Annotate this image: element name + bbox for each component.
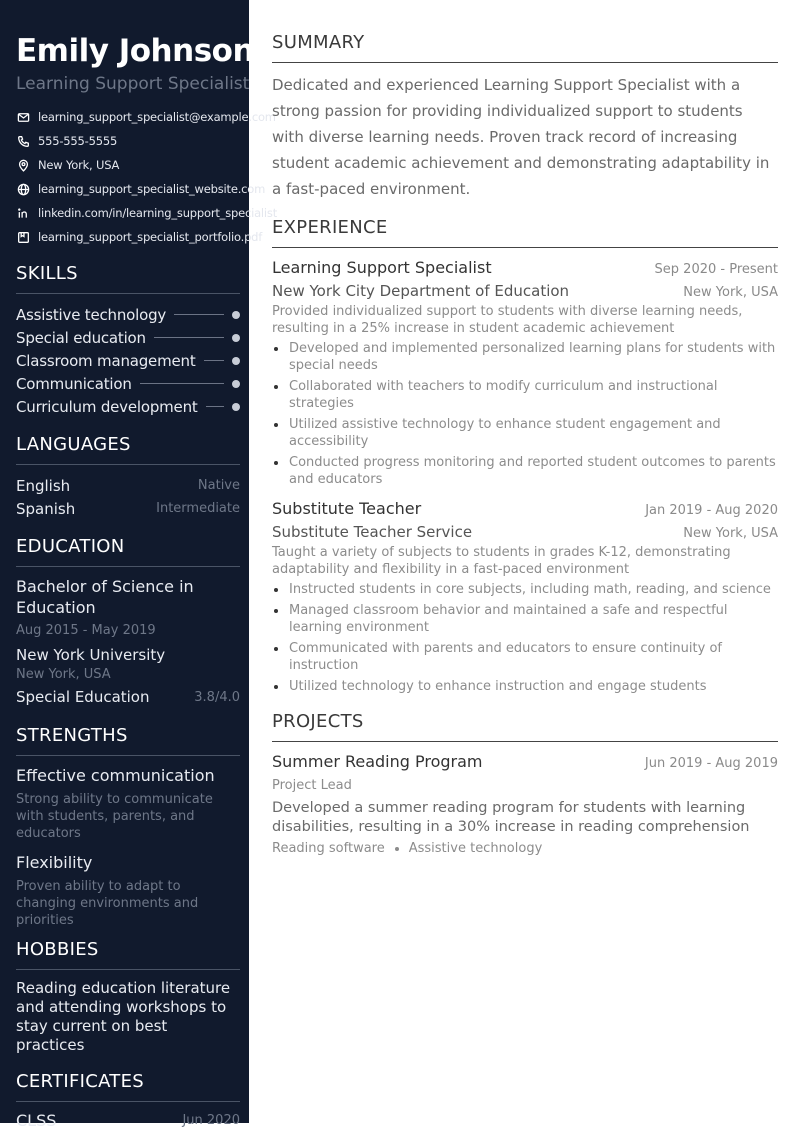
skill-line xyxy=(206,406,224,407)
skill-line xyxy=(140,383,224,384)
job-bullet: Conducted progress monitoring and reported student outcomes to parents and educators xyxy=(272,454,778,488)
job-title: Substitute Teacher xyxy=(272,499,422,518)
strength-item xyxy=(16,852,240,929)
summary-heading: SUMMARY xyxy=(272,32,778,63)
strengths-list xyxy=(16,765,240,929)
project-dates: Jun 2019 - Aug 2019 xyxy=(644,756,778,771)
education-dates: Aug 2015 - May 2019 xyxy=(16,623,156,638)
strengths-heading: STRENGTHS xyxy=(16,725,240,756)
job-bullet: Collaborated with teachers to modify curriculum and instructional strategies xyxy=(272,378,778,412)
education-gpa: 3.8/4.0 xyxy=(194,689,240,705)
contact-text: New York, USA xyxy=(38,158,120,172)
contact-portfolio[interactable] xyxy=(16,225,263,249)
skill-name: Assistive technology xyxy=(16,305,167,324)
portfolio-icon xyxy=(16,230,30,244)
strength-title: Flexibility xyxy=(16,853,93,872)
job-header xyxy=(272,498,778,520)
languages-list xyxy=(16,474,240,520)
job-bullet: Instructed students in core subjects, including math, reading, and science xyxy=(272,581,778,598)
skill-item xyxy=(16,372,240,395)
contact-website[interactable] xyxy=(16,177,266,201)
job-description: Provided individualized support to students with diverse learning needs, resulting in a 25% increase in student academic achievement xyxy=(272,304,743,336)
skills-heading: SKILLS xyxy=(16,263,240,294)
skill-dot xyxy=(232,334,240,342)
contact-text: learning_support_specialist_website.com xyxy=(38,182,266,196)
main-content xyxy=(249,0,794,1123)
project-tag: Reading software xyxy=(272,841,385,856)
skill-line xyxy=(204,360,224,361)
phone-icon xyxy=(16,134,30,148)
skill-item xyxy=(16,349,240,372)
contact-location xyxy=(16,153,240,177)
skills-list xyxy=(16,303,240,418)
experience-heading: EXPERIENCE xyxy=(272,217,778,248)
job-bullets xyxy=(272,340,778,488)
job-bullet: Developed and implemented personalized learning plans for students with special needs xyxy=(272,340,778,374)
skill-name: Curriculum development xyxy=(16,397,198,416)
skill-item xyxy=(16,326,240,349)
job-location: New York, USA xyxy=(683,526,778,541)
strength-desc: Strong ability to communicate with students, parents, and educators xyxy=(16,792,213,841)
project-header xyxy=(272,751,778,773)
project-tags xyxy=(272,841,778,856)
contact-phone[interactable] xyxy=(16,129,240,153)
skill-dot xyxy=(232,403,240,411)
contact-text: learning_support_specialist_portfolio.pdf xyxy=(38,230,263,244)
job-bullet: Managed classroom behavior and maintained a safe and respectful learning environment xyxy=(272,602,778,636)
skill-dot xyxy=(232,380,240,388)
strength-title: Effective communication xyxy=(16,766,215,785)
job-entry xyxy=(272,498,778,695)
project-role: Project Lead xyxy=(272,778,352,793)
language-item xyxy=(16,474,240,497)
job-subheader xyxy=(272,520,778,542)
skill-name: Communication xyxy=(16,374,132,393)
job-location: New York, USA xyxy=(683,285,778,300)
skill-item xyxy=(16,303,240,326)
mail-icon xyxy=(16,110,30,124)
job-bullets xyxy=(272,581,778,695)
job-dates: Jan 2019 - Aug 2020 xyxy=(645,503,778,518)
job-subheader xyxy=(272,279,778,301)
education-field: Special Education xyxy=(16,688,150,706)
education-heading: EDUCATION xyxy=(16,536,240,567)
hobbies-block xyxy=(16,979,240,1055)
contact-text: learning_support_specialist@example.com xyxy=(38,110,276,124)
contact-email[interactable] xyxy=(16,105,276,129)
skill-name: Classroom management xyxy=(16,351,196,370)
job-bullet: Utilized assistive technology to enhance student engagement and accessibility xyxy=(272,416,778,450)
job-bullet: Utilized technology to enhance instruction and engage students xyxy=(272,678,778,695)
candidate-title: Learning Support Specialist xyxy=(16,74,250,94)
education-field-row xyxy=(16,688,240,706)
certificates-block xyxy=(16,1111,240,1130)
project-tag: Assistive technology xyxy=(408,841,543,856)
language-name: English xyxy=(16,476,71,495)
job-dates: Sep 2020 - Present xyxy=(654,262,778,277)
education-location: New York, USA xyxy=(16,667,111,682)
education-degree: Bachelor of Science in Education xyxy=(16,577,194,617)
language-name: Spanish xyxy=(16,499,76,518)
job-entry xyxy=(272,257,778,488)
project-entry xyxy=(272,751,778,856)
projects-heading: PROJECTS xyxy=(272,711,778,742)
skill-name: Special education xyxy=(16,328,146,347)
job-description: Taught a variety of subjects to students in grades K-12, demonstrating adaptability and flexibility in a fast-paced environment xyxy=(272,545,731,577)
language-item xyxy=(16,497,240,520)
job-title: Learning Support Specialist xyxy=(272,258,492,277)
languages-heading: LANGUAGES xyxy=(16,434,240,465)
contact-linkedin[interactable] xyxy=(16,201,278,225)
project-description: Developed a summer reading program for students with learning disabilities, resulting in a 30% increase in reading comprehension xyxy=(272,800,750,835)
contact-text: linkedin.com/in/learning_support_specialist xyxy=(38,206,278,220)
job-company: Substitute Teacher Service xyxy=(272,523,473,541)
job-bullet: Communicated with parents and educators to ensure continuity of instruction xyxy=(272,640,778,674)
job-header xyxy=(272,257,778,279)
linkedin-icon xyxy=(16,206,30,220)
skill-dot xyxy=(232,357,240,365)
strength-desc: Proven ability to adapt to changing environments and priorities xyxy=(16,879,199,928)
certificates-heading: CERTIFICATES xyxy=(16,1071,240,1102)
education-block xyxy=(16,576,240,706)
strength-item xyxy=(16,765,240,842)
skill-dot xyxy=(232,311,240,319)
skill-item xyxy=(16,395,240,418)
contact-text: 555-555-5555 xyxy=(38,134,118,148)
summary-text: Dedicated and experienced Learning Support Specialist with a strong passion for providing individualized support to students with diverse learning needs. Proven track record of increasing student academic achievement and demonstrating adaptability in a fast-paced environment. xyxy=(272,76,770,198)
skill-line xyxy=(174,314,224,315)
candidate-name: Emily Johnson xyxy=(16,33,255,69)
certificate-item xyxy=(16,1111,240,1130)
tag-separator xyxy=(395,847,399,851)
language-level: Intermediate xyxy=(156,501,240,516)
sidebar xyxy=(0,0,278,1130)
job-company: New York City Department of Education xyxy=(272,282,570,300)
hobbies-heading: HOBBIES xyxy=(16,939,240,970)
certificate-name: CLSS xyxy=(16,1111,57,1130)
education-school: New York University xyxy=(16,646,166,664)
language-level: Native xyxy=(197,478,240,493)
certificate-date: Jun 2020 xyxy=(182,1113,240,1128)
hobby-text: Reading education literature and attending workshops to stay current on best practices xyxy=(16,979,231,1054)
globe-icon xyxy=(16,182,30,196)
contact-list xyxy=(16,105,278,249)
project-title: Summer Reading Program xyxy=(272,752,483,771)
skill-line xyxy=(154,337,224,338)
location-icon xyxy=(16,158,30,172)
